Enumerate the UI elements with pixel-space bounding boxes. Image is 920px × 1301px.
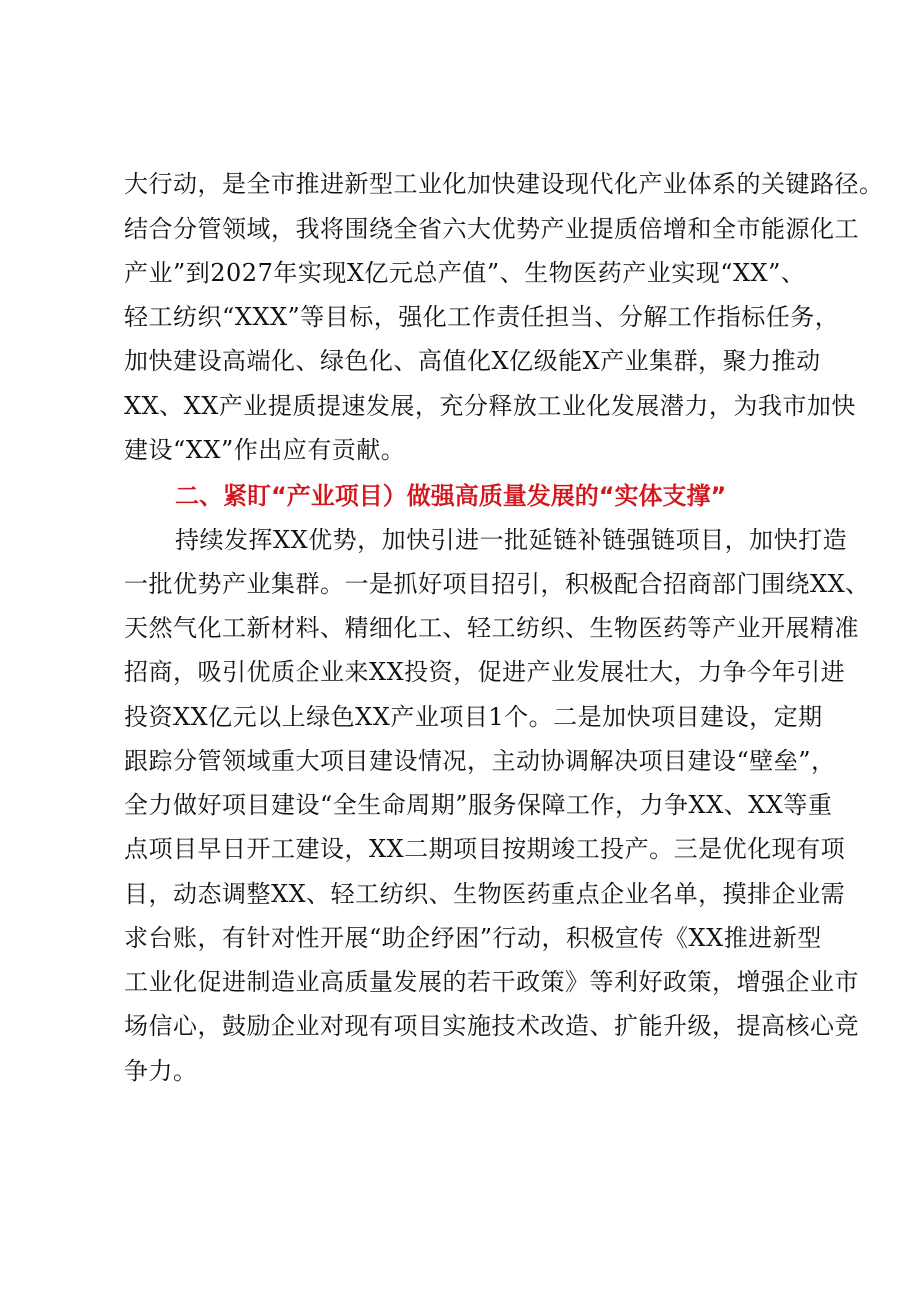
paragraph-1-line-3: 产业”到2027年实现X亿元总产值”、生物医药产业实现“XX”、 bbox=[124, 259, 806, 287]
paragraph-2-line-4: 招商，吸引优质企业来XX投资，促进产业发展壮大，力争今年引进 bbox=[124, 658, 846, 686]
paragraph-2-line-10: 求台账，有针对性开展“助企纾困”行动，积极宣传《XX推进新型 bbox=[124, 924, 822, 952]
paragraph-2-line-6: 跟踪分管领域重大项目建设情况，主动协调解决项目建设“壁垒”， bbox=[124, 747, 836, 775]
paragraph-2-line-2: 一批优势产业集群。一是抓好项目招引，积极配合招商部门围绕XX、 bbox=[124, 570, 870, 598]
paragraph-2-line-3: 天然气化工新材料、精细化工、轻工纺织、生物医药等产业开展精准 bbox=[124, 614, 859, 642]
paragraph-1-line-2: 结合分管领域，我将围绕全省六大优势产业提质倍增和全市能源化工 bbox=[124, 215, 859, 243]
paragraph-2-line-13: 争力。 bbox=[124, 1057, 198, 1085]
paragraph-1-line-6: XX、XX产业提质提速发展，充分释放工业化发展潜力，为我市加快 bbox=[124, 392, 856, 420]
paragraph-1-line-5: 加快建设高端化、绿色化、高值化X亿级能X产业集群，聚力推动 bbox=[124, 347, 821, 375]
paragraph-2-line-8: 点项目早日开工建设，XX二期项目按期竣工投产。三是优化现有项 bbox=[124, 835, 846, 863]
paragraph-2-line-11: 工业化促进制造业高质量发展的若干政策》等利好政策，增强企业市 bbox=[124, 968, 859, 996]
paragraph-2-line-7: 全力做好项目建设“全生命周期”服务保障工作，力争XX、XX等重 bbox=[124, 791, 833, 819]
section-heading-2: 二、紧盯“产业项目）做强高质量发展的“实体支撑” bbox=[175, 482, 727, 510]
paragraph-1-line-7: 建设“XX”作出应有贡献。 bbox=[124, 436, 406, 464]
paragraph-2-line-12: 场信心，鼓励企业对现有项目实施技术改造、扩能升级，提高核心竞 bbox=[124, 1012, 859, 1040]
paragraph-1-line-4: 轻工纺织“XXX”等目标，强化工作责任担当、分解工作指标任务， bbox=[124, 303, 840, 331]
paragraph-2-line-1: 持续发挥XX优势，加快引进一批延链补链强链项目，加快打造 bbox=[175, 526, 848, 554]
paragraph-1-line-1: 大行动，是全市推进新型工业化加快建设现代化产业体系的关键路径。 bbox=[124, 170, 884, 198]
paragraph-2-line-5: 投资XX亿元以上绿色XX产业项目1个。二是加快项目建设，定期 bbox=[124, 703, 823, 731]
paragraph-2-line-9: 目，动态调整XX、轻工纺织、生物医药重点企业名单，摸排企业需 bbox=[124, 880, 846, 908]
